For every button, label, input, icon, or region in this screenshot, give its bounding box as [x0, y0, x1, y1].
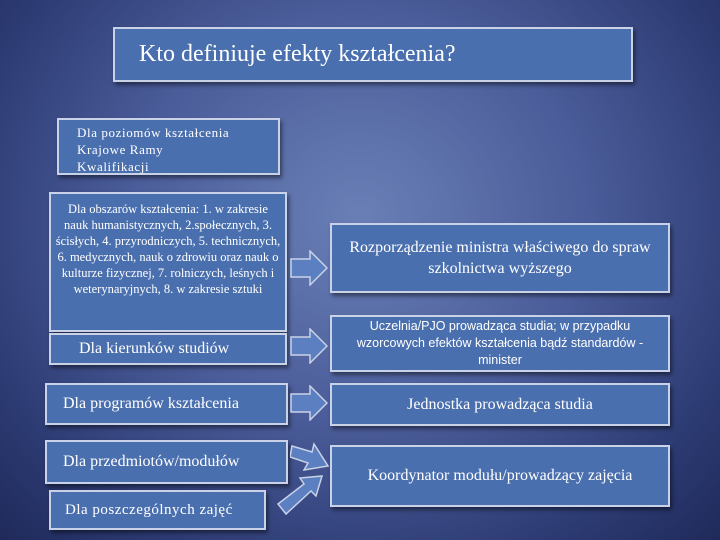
arrow-up-right-icon: [276, 470, 326, 516]
coordinator-box: [330, 445, 670, 507]
classes-text: Dla poszczególnych zajęć: [65, 501, 233, 518]
classes-box: [49, 490, 266, 530]
unit-text: Jednostka prowadząca studia: [407, 395, 593, 413]
fields-of-study-box: [49, 333, 287, 365]
university-text: Uczelnia/PJO prowadząca studia; w przypadku wzorcowych efektów kształcenia bądź standardów - minister: [356, 319, 644, 367]
slide-title-text: Kto definiuje efekty kształcenia?: [139, 41, 456, 67]
fields-of-study-text: Dla kierunków studiów: [79, 340, 230, 357]
programs-text: Dla programów kształcenia: [63, 395, 239, 412]
programs-box: [45, 383, 288, 425]
slide-title: [113, 27, 633, 82]
levels-box: [57, 118, 280, 175]
regulation-box: [330, 223, 670, 293]
levels-line-1: Dla poziomów kształcenia: [77, 125, 230, 140]
modules-box: [45, 440, 288, 484]
unit-box: [330, 383, 670, 426]
coordinator-text: Koordynator modułu/prowadzący zajęcia: [367, 467, 633, 484]
arrow-right-icon: [290, 385, 328, 421]
areas-text: Dla obszarów kształcenia: 1. w zakresie nauk humanistycznych, 2.społecznych, 3. ścisłych, 4. przyrodniczych, 5. technicznych, 6. medycznych, nauk o zdrowiu oraz nauk o kulturze fizycznej, 7. rolniczych, leśnych i weterynaryjnych, 8. w zakresie sztuki: [55, 202, 281, 296]
levels-line-3: Kwalifikacji: [77, 159, 150, 174]
modules-text: Dla przedmiotów/modułów: [63, 453, 240, 470]
areas-box: [49, 192, 287, 332]
arrow-right-icon: [290, 250, 328, 286]
levels-line-2: Krajowe Ramy: [77, 142, 164, 157]
arrow-right-icon: [290, 328, 328, 364]
university-box: [330, 315, 670, 372]
regulation-text: Rozporządzenie ministra właściwego do spraw szkolnictwa wyższego: [349, 239, 651, 277]
